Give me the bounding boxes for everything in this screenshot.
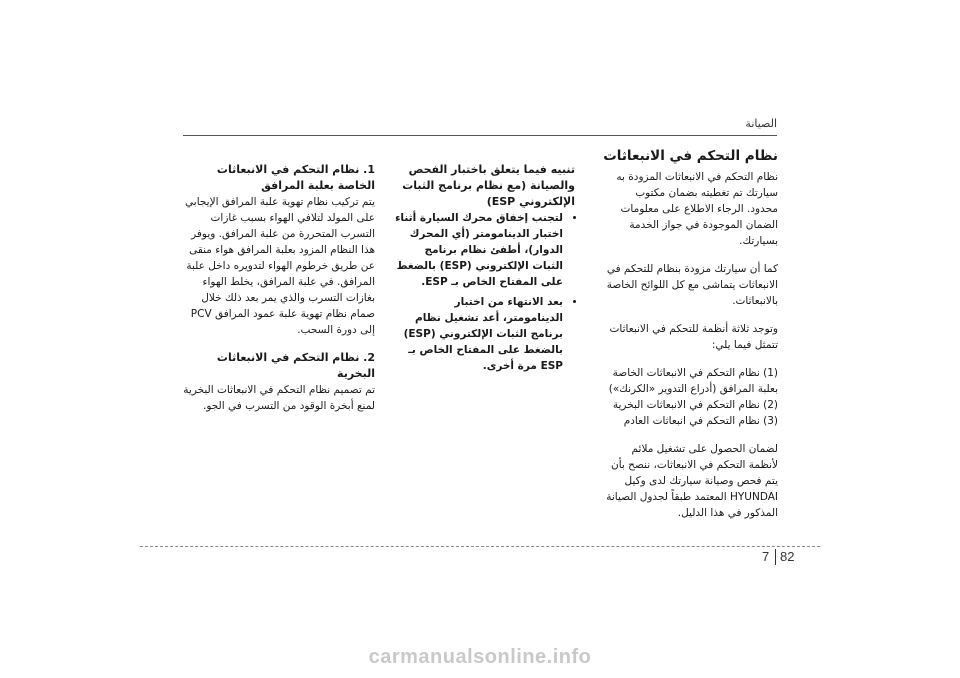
caution-title: تنبيه فيما يتعلق باختبار الفحص والصيانة (مع نظام برنامج الثبات الإلكتروني ESP) (402, 163, 575, 208)
page-number-value: 82 (780, 549, 795, 564)
page-number-separator (775, 549, 776, 565)
emission-intro-3: وتوجد ثلاثة أنظمة للتحكم في الانبعاثات تتمثل فيما يلي: (609, 323, 778, 351)
column-emission-control (602, 147, 778, 533)
evaporative-section-title: 2. نظام التحكم في الانبعاثات البخرية (216, 351, 375, 380)
header-divider (183, 135, 777, 136)
list-item: (3) نظام التحكم في انبعاثات العادم (623, 415, 778, 427)
caution-bullets (395, 210, 575, 374)
watermark: carmanualsonline.info (368, 646, 592, 668)
emission-closing: لضمان الحصول على تشغيل ملائم لأنظمة التحكم في الانبعاثات، ننصح بأن يتم فحص وصيانة سيارتك لدى وكيل HYUNDAI المعتمد طبقاً لجدول الصيانة المذكور في هذا الدليل. (606, 443, 778, 519)
crankcase-section-title: 1. نظام التحكم في الانبعاثات الخاصة بعلبة المرافق (216, 163, 375, 192)
emission-systems-list (602, 365, 778, 429)
emission-intro: نظام التحكم في الانبعاثات المزودة به سيارتك تم تغطيته بضمان مكتوب محدود. الرجاء الاطلاع على معلومات الضمان الموجودة في جواز الخدمة بسيارتك. (616, 171, 778, 247)
emission-intro-2: كما أن سيارتك مزودة بنظام للتحكم في الانبعاثات يتماشى مع كل اللوائح الخاصة بالانبعاثات. (606, 263, 778, 307)
list-item: • لتجنب إخفاق محرك السيارة أثناء اختبار الدينامومتر (أي المحرك الدوار)، أطفئ نظام برنامج الثبات الإلكتروني (ESP) بالضغط على المفتاح الخاص بـ ESP. (395, 210, 563, 290)
crankcase-section-text: يتم تركيب نظام تهوية علبة المرافق الإيجابي على المولد لتلافي الهواء بسبب غازات التسرب المتحررة من علبة المرافق. ويوفر هذا النظام المزود بعلبة المرافق هواء منقى عن طريق خرطوم الهواء لتدويره داخل علبة المرافق. في علبة المرافق، يخلط الهواء بغازات التسرب والذي يمر بعد ذلك خلال صمام نظام تهوية علبة عمود المرافق PCV إلى دورة السحب. (185, 196, 375, 336)
section-title: الصيانة (745, 117, 777, 130)
list-item: (2) نظام التحكم في الانبعاثات البخرية (612, 399, 778, 411)
emission-control-heading: نظام التحكم في الانبعاثات (603, 148, 778, 164)
footer-divider (140, 546, 820, 547)
evaporative-section-text: تم تصميم نظام التحكم في الانبعاثات البخرية لمنع أبخرة الوقود من التسرب في الجو. (183, 384, 375, 412)
chapter-number: 7 (762, 549, 770, 564)
list-item: • بعد الانتهاء من اختبار الدينامومتر، أعد تشغيل نظام برنامج الثبات الإلكتروني (ESP) بالضغط على المفتاح الخاص بـ ESP مرة أخرى. (395, 294, 563, 374)
column-caution (395, 162, 575, 384)
list-item: (1) نظام التحكم في الانبعاثات الخاصة بعلبة المرافق (أدراع التدوير «الكرنك») (608, 367, 778, 395)
column-crankcase (183, 162, 375, 426)
